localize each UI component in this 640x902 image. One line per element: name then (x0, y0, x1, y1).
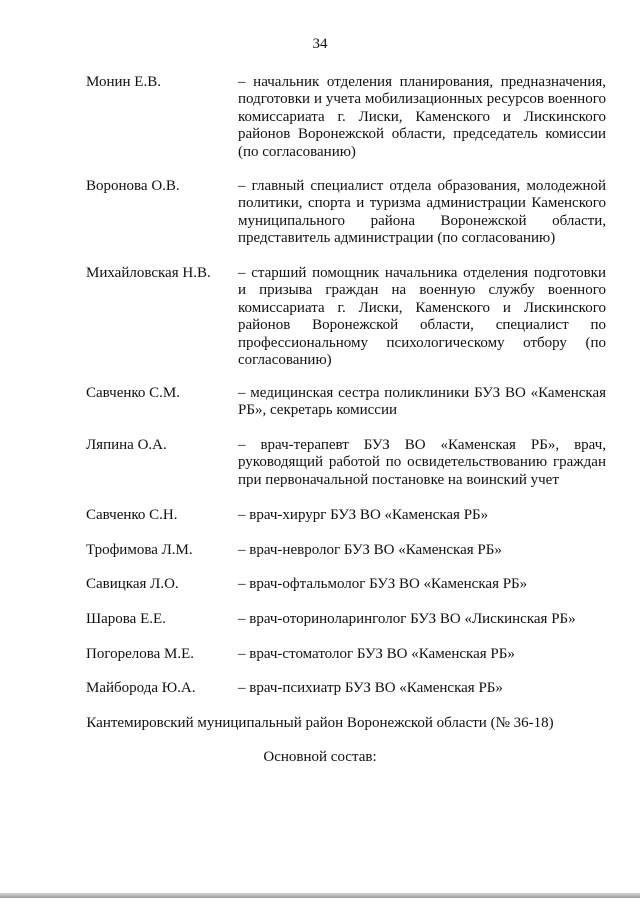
member-role: – врач-невролог БУЗ ВО «Каменская РБ» (238, 542, 502, 558)
member-entry (86, 437, 606, 489)
member-role: – врач-терапевт БУЗ ВО «Каменская РБ», врач, руководящий работой по освидетельствованию граждан при первоначальной постановке на воинский учет (238, 437, 606, 488)
member-name: Савицкая Л.О. (86, 576, 179, 592)
member-name: Савченко С.Н. (86, 507, 178, 523)
member-role: – медицинская сестра поликлиники БУЗ ВО «Каменская РБ», секретарь комиссии (238, 385, 606, 419)
member-entry (86, 385, 606, 420)
member-role: – старший помощник начальника отделения подготовки и призыва граждан на военную службу военного комиссариата г. Лиски, Каменского и Лискинского районов Воронежской области, специалист по профессиональному психологическому отбору (по согласованию) (238, 265, 606, 369)
member-entry (86, 576, 606, 593)
member-entry (86, 680, 606, 697)
member-entry (86, 507, 606, 524)
member-name: Михайловская Н.В. (86, 265, 211, 281)
member-name: Монин Е.В. (86, 74, 161, 90)
member-role: – врач-офтальмолог БУЗ ВО «Каменская РБ» (238, 576, 528, 592)
member-name: Воронова О.В. (86, 178, 180, 194)
member-role: – врач-стоматолог БУЗ ВО «Каменская РБ» (238, 646, 515, 662)
member-name: Трофимова Л.М. (86, 542, 193, 558)
member-name: Майборода Ю.А. (86, 680, 196, 696)
page-number: 34 (312, 36, 328, 52)
scan-edge (0, 893, 640, 898)
district-heading: Кантемировский муниципальный район Воронежской области (№ 36-18) (86, 715, 554, 731)
member-entry (86, 611, 606, 628)
member-entry (86, 265, 606, 369)
member-role: – врач-хирург БУЗ ВО «Каменская РБ» (238, 507, 489, 523)
member-entry (86, 646, 606, 663)
member-name: Погорелова М.Е. (86, 646, 195, 662)
member-name: Савченко С.М. (86, 385, 181, 401)
member-entry (86, 74, 606, 161)
composition-heading: Основной состав: (263, 749, 377, 765)
member-name: Ляпина О.А. (86, 437, 167, 453)
member-role: – врач-оториноларинголог БУЗ ВО «Лискинская РБ» (238, 611, 576, 627)
member-role: – начальник отделения планирования, предназначения, подготовки и учета мобилизационных ресурсов военного комиссариата г. Лиски, Каменского и Лискинского районов Воронежской области, председатель комиссии (по согласованию) (238, 74, 606, 160)
member-entry (86, 542, 606, 559)
member-entry (86, 178, 606, 248)
member-role: – главный специалист отдела образования, молодежной политики, спорта и туризма администрации Каменского муниципального района Воронежской области, представитель администрации (по согласованию) (238, 178, 606, 247)
member-name: Шарова Е.Е. (86, 611, 166, 627)
member-role: – врач-психиатр БУЗ ВО «Каменская РБ» (238, 680, 503, 696)
